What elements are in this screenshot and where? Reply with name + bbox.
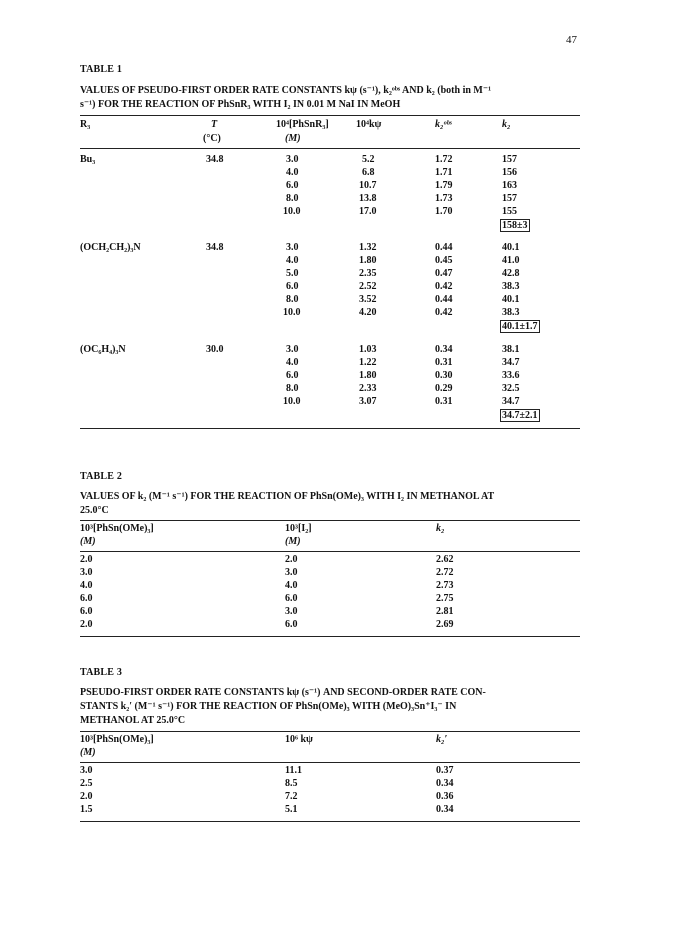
table-row: 6.0 [285,619,298,630]
table-row: 0.47 [435,268,453,279]
table-row: 1.72 [435,154,453,165]
table-row: 3.0 [80,567,93,578]
table1-header-conc-unit: (M) [285,133,301,144]
table3-top-rule [80,731,580,732]
table-row: 5.1 [285,804,298,815]
table-row: 0.36 [436,791,454,802]
table-row: 0.37 [436,765,454,776]
table3-header-rule [80,762,580,763]
table-row: 8.0 [286,193,299,204]
table2-header-c1-unit: (M) [80,536,96,547]
table2-header-c1: 10³[PhSn(OMe)₃] [80,523,154,534]
table-row: 3.07 [359,396,377,407]
page-number: 47 [566,34,577,46]
table2-title-line-2: 25.0°C [80,505,109,516]
table-row: 2.69 [436,619,454,630]
table-row: 2.75 [436,593,454,604]
table-row: 2.62 [436,554,454,565]
table-row: 33.6 [502,370,520,381]
table-row: 5.0 [286,268,299,279]
table2-header-c2: 10³[I₂] [285,523,312,534]
table-row: 6.0 [286,180,299,191]
table1-group3-r3: (OC₆H₄)₃N [80,344,126,355]
table-row: 41.0 [502,255,520,266]
table-row: 6.0 [286,370,299,381]
table1-header-t: T [211,119,218,130]
table-row: 0.44 [435,294,453,305]
table2-caption: TABLE 2 [80,471,123,482]
table2-top-rule [80,520,580,521]
table1-group2-t: 34.8 [206,242,224,253]
table-row: 3.0 [285,567,298,578]
table-row: 0.42 [435,281,453,292]
table2-header-c2-unit: (M) [285,536,301,547]
table3-title-line-1: PSEUDO-FIRST ORDER RATE CONSTANTS kψ (s⁻¹) AND SECOND-ORDER RATE CON- [80,687,486,698]
table1-group1-r3: Bu₃ [80,154,96,165]
table3-title-line-2: STANTS k₂′ (M⁻¹ s⁻¹) FOR THE REACTION OF PhSn(OMe)₃ WITH (MeO)₃Sn⁺I₃⁻ IN [80,701,457,712]
table-row: 0.42 [435,307,453,318]
table-row: 38.1 [502,344,520,355]
table-row: 1.5 [80,804,93,815]
table-row: 1.73 [435,193,453,204]
table-row: 156 [502,167,517,178]
table-row: 34.7 [502,396,520,407]
table-row: 1.70 [435,206,453,217]
table-row: 2.5 [80,778,93,789]
table-row: 4.0 [286,167,299,178]
table1-header-rule [80,148,580,149]
table-row: 34.7 [502,357,520,368]
table1-bottom-rule [80,428,580,429]
table-row: 6.8 [362,167,375,178]
table1-group1-mean: 158±3 [502,220,528,231]
table-row: 40.1 [502,294,520,305]
table-row: 0.31 [435,396,453,407]
table-row: 2.73 [436,580,454,591]
table-row: 3.52 [359,294,377,305]
table-row: 3.0 [80,765,93,776]
table-row: 6.0 [80,606,93,617]
table-row: 4.0 [286,357,299,368]
table-row: 163 [502,180,517,191]
table-row: 155 [502,206,517,217]
table-row: 2.52 [359,281,377,292]
table3-header-c1-unit: (M) [80,747,96,758]
table-row: 3.0 [286,242,299,253]
table-row: 0.30 [435,370,453,381]
table-row: 2.0 [80,619,93,630]
table-row: 1.79 [435,180,453,191]
table1-header-kpsi: 10⁴kψ [356,119,382,130]
table-row: 0.34 [436,804,454,815]
table-row: 38.3 [502,281,520,292]
table-row: 0.31 [435,357,453,368]
table-row: 6.0 [80,593,93,604]
table3-header-c1: 10³[PhSn(OMe)₃] [80,734,154,745]
table1-header-kobs: k₂ᵒᵇˢ [435,119,452,130]
table-row: 4.0 [286,255,299,266]
table-row: 10.0 [283,206,301,217]
table-row: 1.03 [359,344,377,355]
table3-caption: TABLE 3 [80,667,123,678]
table-row: 8.0 [286,294,299,305]
table2-title-line-1: VALUES OF k₂ (M⁻¹ s⁻¹) FOR THE REACTION OF PhSn(OMe)₃ WITH I₂ IN METHANOL AT [80,491,495,502]
table-row: 3.0 [286,154,299,165]
table-row: 2.81 [436,606,454,617]
table-row: 1.71 [435,167,453,178]
table1-caption: TABLE 1 [80,64,123,75]
table-row: 0.44 [435,242,453,253]
table-row: 42.8 [502,268,520,279]
table-row: 6.0 [285,593,298,604]
table1-header-t-unit: (°C) [203,133,221,144]
table1-top-rule [80,115,580,116]
table-row: 0.34 [436,778,454,789]
table-row: 3.0 [286,344,299,355]
table1-group1-t: 34.8 [206,154,224,165]
table-row: 38.3 [502,307,520,318]
table-row: 6.0 [286,281,299,292]
table1-title-line-2: s⁻¹) FOR THE REACTION OF PhSnR₃ WITH I₂ IN 0.01 M NaI IN MeOH [80,99,401,110]
table3-title-line-3: METHANOL AT 25.0°C [80,715,186,726]
table-row: 10.0 [283,307,301,318]
table2-bottom-rule [80,636,580,637]
table3-bottom-rule [80,821,580,822]
table-row: 11.1 [285,765,302,776]
table3-header-c3: k₂′ [436,734,448,745]
table1-group2-mean: 40.1±1.7 [502,321,538,332]
table-row: 32.5 [502,383,520,394]
table1-group3-mean: 34.7±2.1 [502,410,538,421]
table-row: 2.0 [285,554,298,565]
table-row: 157 [502,193,517,204]
table-row: 10.0 [283,396,301,407]
table1-header-conc: 10⁴[PhSnR₃] [276,119,329,130]
table-row: 3.0 [285,606,298,617]
table-row: 1.22 [359,357,377,368]
table-row: 2.0 [80,554,93,565]
table-row: 17.0 [359,206,377,217]
table-row: 8.0 [286,383,299,394]
table-row: 157 [502,154,517,165]
table2-header-rule [80,551,580,552]
table-row: 4.0 [80,580,93,591]
table-row: 2.33 [359,383,377,394]
table-row: 7.2 [285,791,298,802]
table-row: 5.2 [362,154,375,165]
table1-group3-t: 30.0 [206,344,224,355]
table1-title-line-1: VALUES OF PSEUDO-FIRST ORDER RATE CONSTANTS kψ (s⁻¹), k₂ᵒᵇˢ AND k₂ (both in M⁻¹ [80,85,492,96]
table-row: 0.45 [435,255,453,266]
table-row: 0.29 [435,383,453,394]
table-row: 1.32 [359,242,377,253]
table-row: 4.20 [359,307,377,318]
table-row: 2.35 [359,268,377,279]
table1-header-k2: k₂ [502,119,511,130]
table-row: 2.72 [436,567,454,578]
table-row: 40.1 [502,242,520,253]
table1-group2-r3: (OCH₂CH₂)₃N [80,242,141,253]
table-row: 1.80 [359,255,377,266]
table-row: 13.8 [359,193,377,204]
table-row: 0.34 [435,344,453,355]
table-row: 4.0 [285,580,298,591]
table1-header-r3: R₃ [80,119,91,130]
table-row: 8.5 [285,778,298,789]
table2-header-c3: k₂ [436,523,445,534]
table3-header-c2: 10⁶ kψ [285,734,313,745]
table-row: 1.80 [359,370,377,381]
table-row: 2.0 [80,791,93,802]
table-row: 10.7 [359,180,377,191]
